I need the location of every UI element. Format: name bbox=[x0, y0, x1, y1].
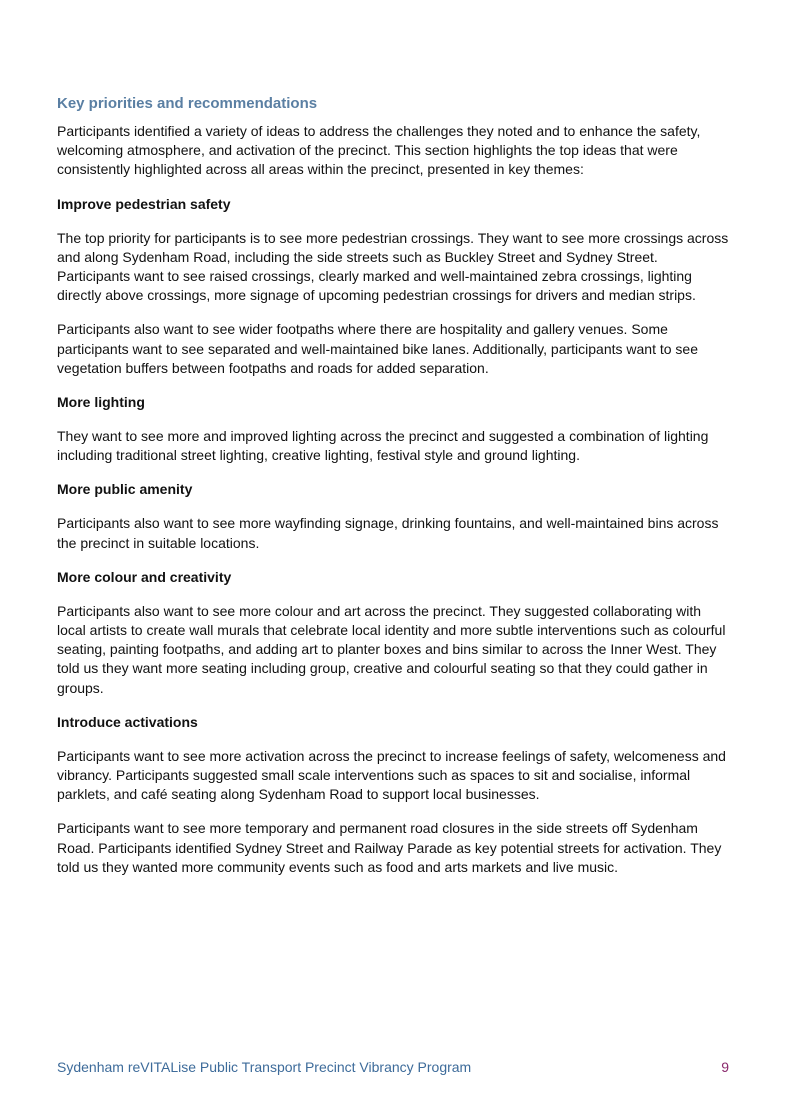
section-heading: Key priorities and recommendations bbox=[57, 95, 318, 112]
theme-heading: Introduce activations bbox=[57, 713, 198, 730]
theme-paragraph: They want to see more and improved lighting across the precinct and suggested a combination of lighting including traditional street lighting, creative lighting, festival style and ground lighting. bbox=[57, 428, 709, 464]
theme-paragraph: The top priority for participants is to see more pedestrian crossings. They want to see more crossings across and along Sydenham Road, including the side streets such as Buckley Street and Sydney Street. Participants want to see raised crossings, clearly marked and well-maintained zebra crossings, lighting directly above crossings, more signage of upcoming pedestrian crossings for drivers and median strips. bbox=[57, 229, 729, 304]
theme-activations bbox=[57, 713, 732, 877]
theme-heading: More lighting bbox=[57, 394, 145, 411]
theme-paragraph: Participants also want to see wider footpaths where there are hospitality and gallery venues. Some participants want to see separated and well-maintained bike lanes. Additionally, participants want to see vegetation buffers between footpaths and roads for added separation. bbox=[57, 321, 699, 376]
theme-paragraph: Participants want to see more temporary and permanent road closures in the side streets off Sydenham Road. Participants identified Sydney Street and Railway Parade as key potential streets for activation. They told us they wanted more community events such as food and arts markets and live music. bbox=[57, 820, 722, 875]
intro-paragraph: Participants identified a variety of ideas to address the challenges they noted and to enhance the safety, welcoming atmosphere, and activation of the precinct. This section highlights the top ideas that were consistently highlighted across all areas within the precinct, presented in key themes: bbox=[57, 123, 701, 178]
theme-paragraph: Participants want to see more activation across the precinct to increase feelings of safety, welcomeness and vibrancy. Participants suggested small scale interventions such as spaces to sit and socialise, informal parklets, and café seating along Sydenham Road to support local businesses. bbox=[57, 747, 726, 803]
theme-lighting bbox=[57, 393, 732, 465]
page-content bbox=[57, 94, 732, 892]
theme-paragraph: Participants also want to see more wayfinding signage, drinking fountains, and well-maintained bins across the precinct in suitable locations. bbox=[57, 515, 719, 551]
page-number: 9 bbox=[721, 1059, 729, 1075]
theme-heading: More colour and creativity bbox=[57, 568, 232, 585]
theme-paragraph: Participants also want to see more colour and art across the precinct. They suggested collaborating with local artists to create wall murals that celebrate local identity and more subtle interventions such as colourful seating, painting footpaths, and adding art to planter boxes and bins similar to across the Inner West. They told us they want more seating including group, creative and colourful seating so that they could gather in groups. bbox=[57, 602, 726, 696]
theme-pedestrian-safety bbox=[57, 195, 732, 378]
page-footer bbox=[57, 1058, 729, 1077]
theme-heading: More public amenity bbox=[57, 481, 193, 498]
theme-public-amenity bbox=[57, 480, 732, 552]
theme-colour-creativity bbox=[57, 568, 732, 698]
theme-heading: Improve pedestrian safety bbox=[57, 195, 231, 212]
footer-title: Sydenham reVITALise Public Transport Precinct Vibrancy Program bbox=[57, 1059, 472, 1075]
